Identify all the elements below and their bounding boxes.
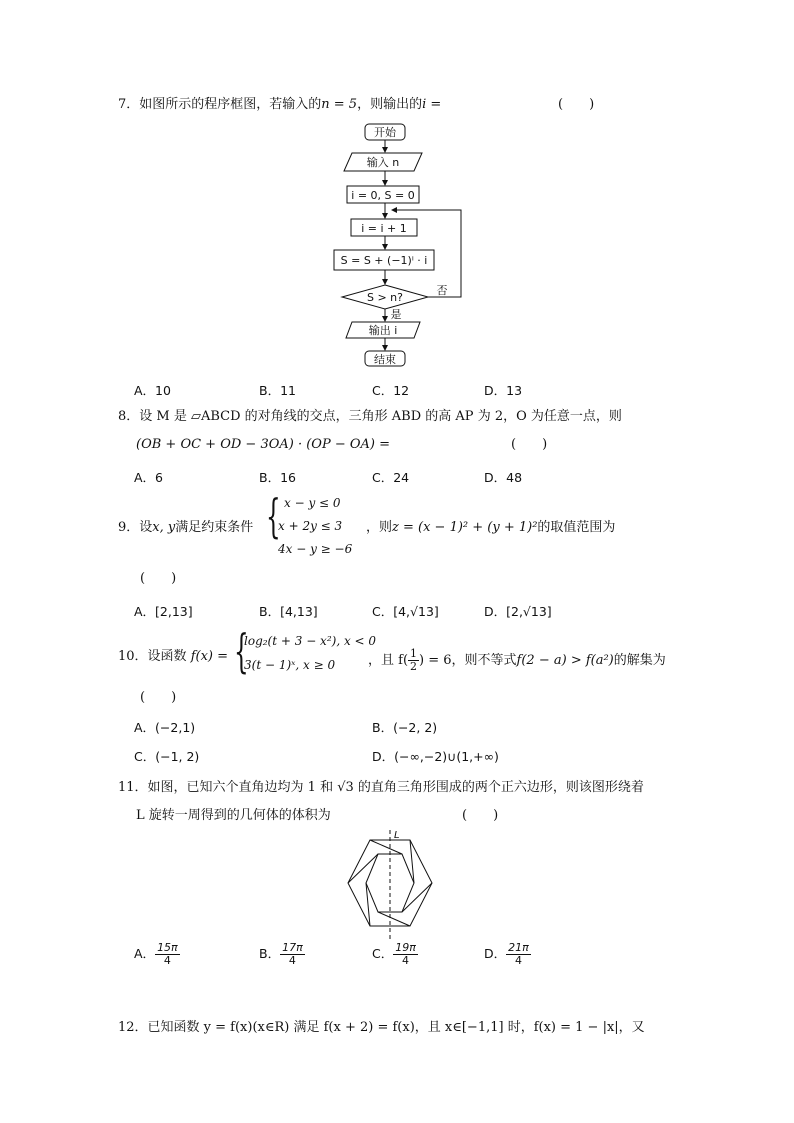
flow-end-label: 结束 — [374, 353, 396, 366]
q9-tail — [366, 519, 615, 537]
flow-output-label: 输出 i — [368, 324, 398, 337]
q10-inequality: f(2 − a) > f(a²) — [516, 653, 614, 668]
q9-option-d[interactable]: D．[2,√13] — [484, 604, 552, 619]
q9-vars: x, y — [152, 520, 176, 535]
q11-line1: 11．如图，已知六个直角边均为 1 和 √3 的直角三角形围成的两个正六边形，则该图形绕着 — [118, 780, 644, 795]
q11-option-a-frac — [155, 942, 180, 967]
q11-option-d-num: 21π — [508, 941, 529, 954]
q9-mid-text: 满足约束条件 — [175, 520, 254, 535]
q11-line2: L 旋转一周得到的几何体的体积为 — [136, 808, 331, 823]
q11-option-c[interactable] — [372, 942, 418, 967]
q8-option-c[interactable]: C．24 — [372, 470, 410, 485]
q11-option-c-den: 4 — [402, 954, 410, 967]
q12-line1: 12．已知函数 y = f(x)(x∈R) 满足 f(x + 2) = f(x)，且 x∈[−1,1] 时，f(x) = 1 − |x|，又 — [118, 1020, 645, 1035]
q7-option-a[interactable]: A．10 — [134, 383, 171, 398]
q8-option-a[interactable]: A．6 — [134, 470, 164, 485]
flow-incr-label: i = i + 1 — [361, 222, 407, 235]
q10-option-b[interactable]: B．(−2, 2) — [372, 720, 438, 735]
q9-brace: { — [266, 489, 281, 543]
q8-line1: 8．设 M 是 ▱ABCD 的对角线的交点，三角形 ABD 的高 AP 为 2，O 为任意一点，则 — [118, 409, 622, 424]
q9-tail-b: 的取值范围为 — [537, 520, 616, 535]
q7-option-c[interactable]: C．12 — [372, 383, 410, 398]
q10-fx: f(x) = — [190, 649, 228, 664]
q9-option-a[interactable]: A．[2,13] — [134, 604, 193, 619]
flow-yes-label: 是 — [390, 308, 402, 321]
q11-option-b[interactable] — [259, 942, 305, 967]
q7-stem-mid: ，则输出的 — [357, 97, 423, 112]
q8-answer-paren: ( ) — [511, 437, 548, 452]
q10-tail: 的解集为 — [613, 653, 666, 668]
q10-piece-1: log₂(t + 3 − x²), x < 0 — [244, 634, 377, 648]
q10-cond-a: ，且 f( — [368, 653, 409, 668]
q7-option-d[interactable]: D．13 — [484, 383, 523, 398]
axis-label: L — [394, 830, 400, 841]
q11-option-d-den: 4 — [514, 954, 522, 967]
q10-condition — [368, 648, 666, 673]
flow-decision-label: S > n? — [366, 291, 404, 304]
q10-option-a[interactable]: A．(−2,1) — [134, 720, 196, 735]
q9-constraint-2: x + 2y ≤ 3 — [278, 519, 343, 533]
q7-input-value: n = 5 — [321, 97, 358, 112]
q9-option-b[interactable]: B．[4,13] — [259, 604, 318, 619]
q11-option-b-letter: B． — [259, 946, 281, 961]
q11-option-c-num: 19π — [395, 941, 416, 954]
q10-option-d[interactable]: D．(−∞,−2)∪(1,+∞) — [372, 749, 499, 764]
q10-half-fraction — [408, 648, 419, 673]
flow-input-label: 输入 n — [366, 156, 400, 169]
q11-option-a-num: 15π — [157, 941, 178, 954]
q7-stem-text: 7．如图所示的程序框图，若输入的 — [118, 97, 322, 112]
q9-prefix-text: 9．设 — [118, 520, 153, 535]
q10-option-c[interactable]: C．(−1, 2) — [134, 749, 200, 764]
q9-constraint-3: 4x − y ≥ −6 — [278, 542, 353, 556]
q9-tail-a: ，则 — [366, 520, 393, 535]
q11-option-b-frac — [280, 942, 305, 967]
q11-option-d-frac — [506, 942, 531, 967]
q11-option-d[interactable] — [484, 942, 531, 967]
flow-init-label: i = 0, S = 0 — [351, 189, 415, 202]
q10-piece-2: 3(t − 1)ˣ, x ≥ 0 — [244, 658, 336, 672]
q10-answer-paren: ( ) — [140, 690, 177, 705]
q7-flowchart — [330, 118, 470, 374]
flow-start-label: 开始 — [374, 126, 396, 139]
q9-objective: z = (x − 1)² + (y + 1)² — [392, 520, 538, 535]
q7-output-var: i = — [422, 97, 442, 112]
q9-prefix — [118, 519, 253, 537]
q8-option-d[interactable]: D．48 — [484, 470, 523, 485]
q11-option-a[interactable] — [134, 942, 180, 967]
q11-option-a-den: 4 — [163, 954, 171, 967]
q11-option-b-den: 4 — [288, 954, 296, 967]
q8-vector-expr: (OB + OC + OD − 3OA) · (OP − OA) = — [136, 437, 391, 452]
flow-update-label: S = S + (−1)ⁱ · i — [340, 254, 428, 267]
q10-prefix — [118, 648, 228, 666]
q7-answer-paren: ( ) — [558, 97, 595, 112]
q9-option-c[interactable]: C．[4,√13] — [372, 604, 439, 619]
q11-hexagon-figure — [340, 826, 440, 946]
q9-answer-paren: ( ) — [140, 571, 177, 586]
flow-no-label: 否 — [436, 284, 448, 297]
q10-half-num: 1 — [410, 647, 418, 660]
q10-half-den: 2 — [410, 660, 418, 673]
q11-option-c-frac — [393, 942, 418, 967]
q7-stem — [118, 96, 441, 114]
q11-option-a-letter: A． — [134, 946, 156, 961]
q11-option-d-letter: D． — [484, 946, 507, 961]
q7-option-b[interactable]: B．11 — [259, 383, 296, 398]
q11-answer-paren: ( ) — [462, 808, 499, 823]
q10-brace: { — [234, 624, 249, 678]
q8-option-b[interactable]: B．16 — [259, 470, 296, 485]
q11-option-b-num: 17π — [282, 941, 303, 954]
q9-constraint-1: x − y ≤ 0 — [284, 496, 341, 510]
q10-cond-b: ) = 6，则不等式 — [419, 653, 517, 668]
q10-prefix-text: 10．设函数 — [118, 649, 187, 664]
q11-option-c-letter: C． — [372, 946, 394, 961]
